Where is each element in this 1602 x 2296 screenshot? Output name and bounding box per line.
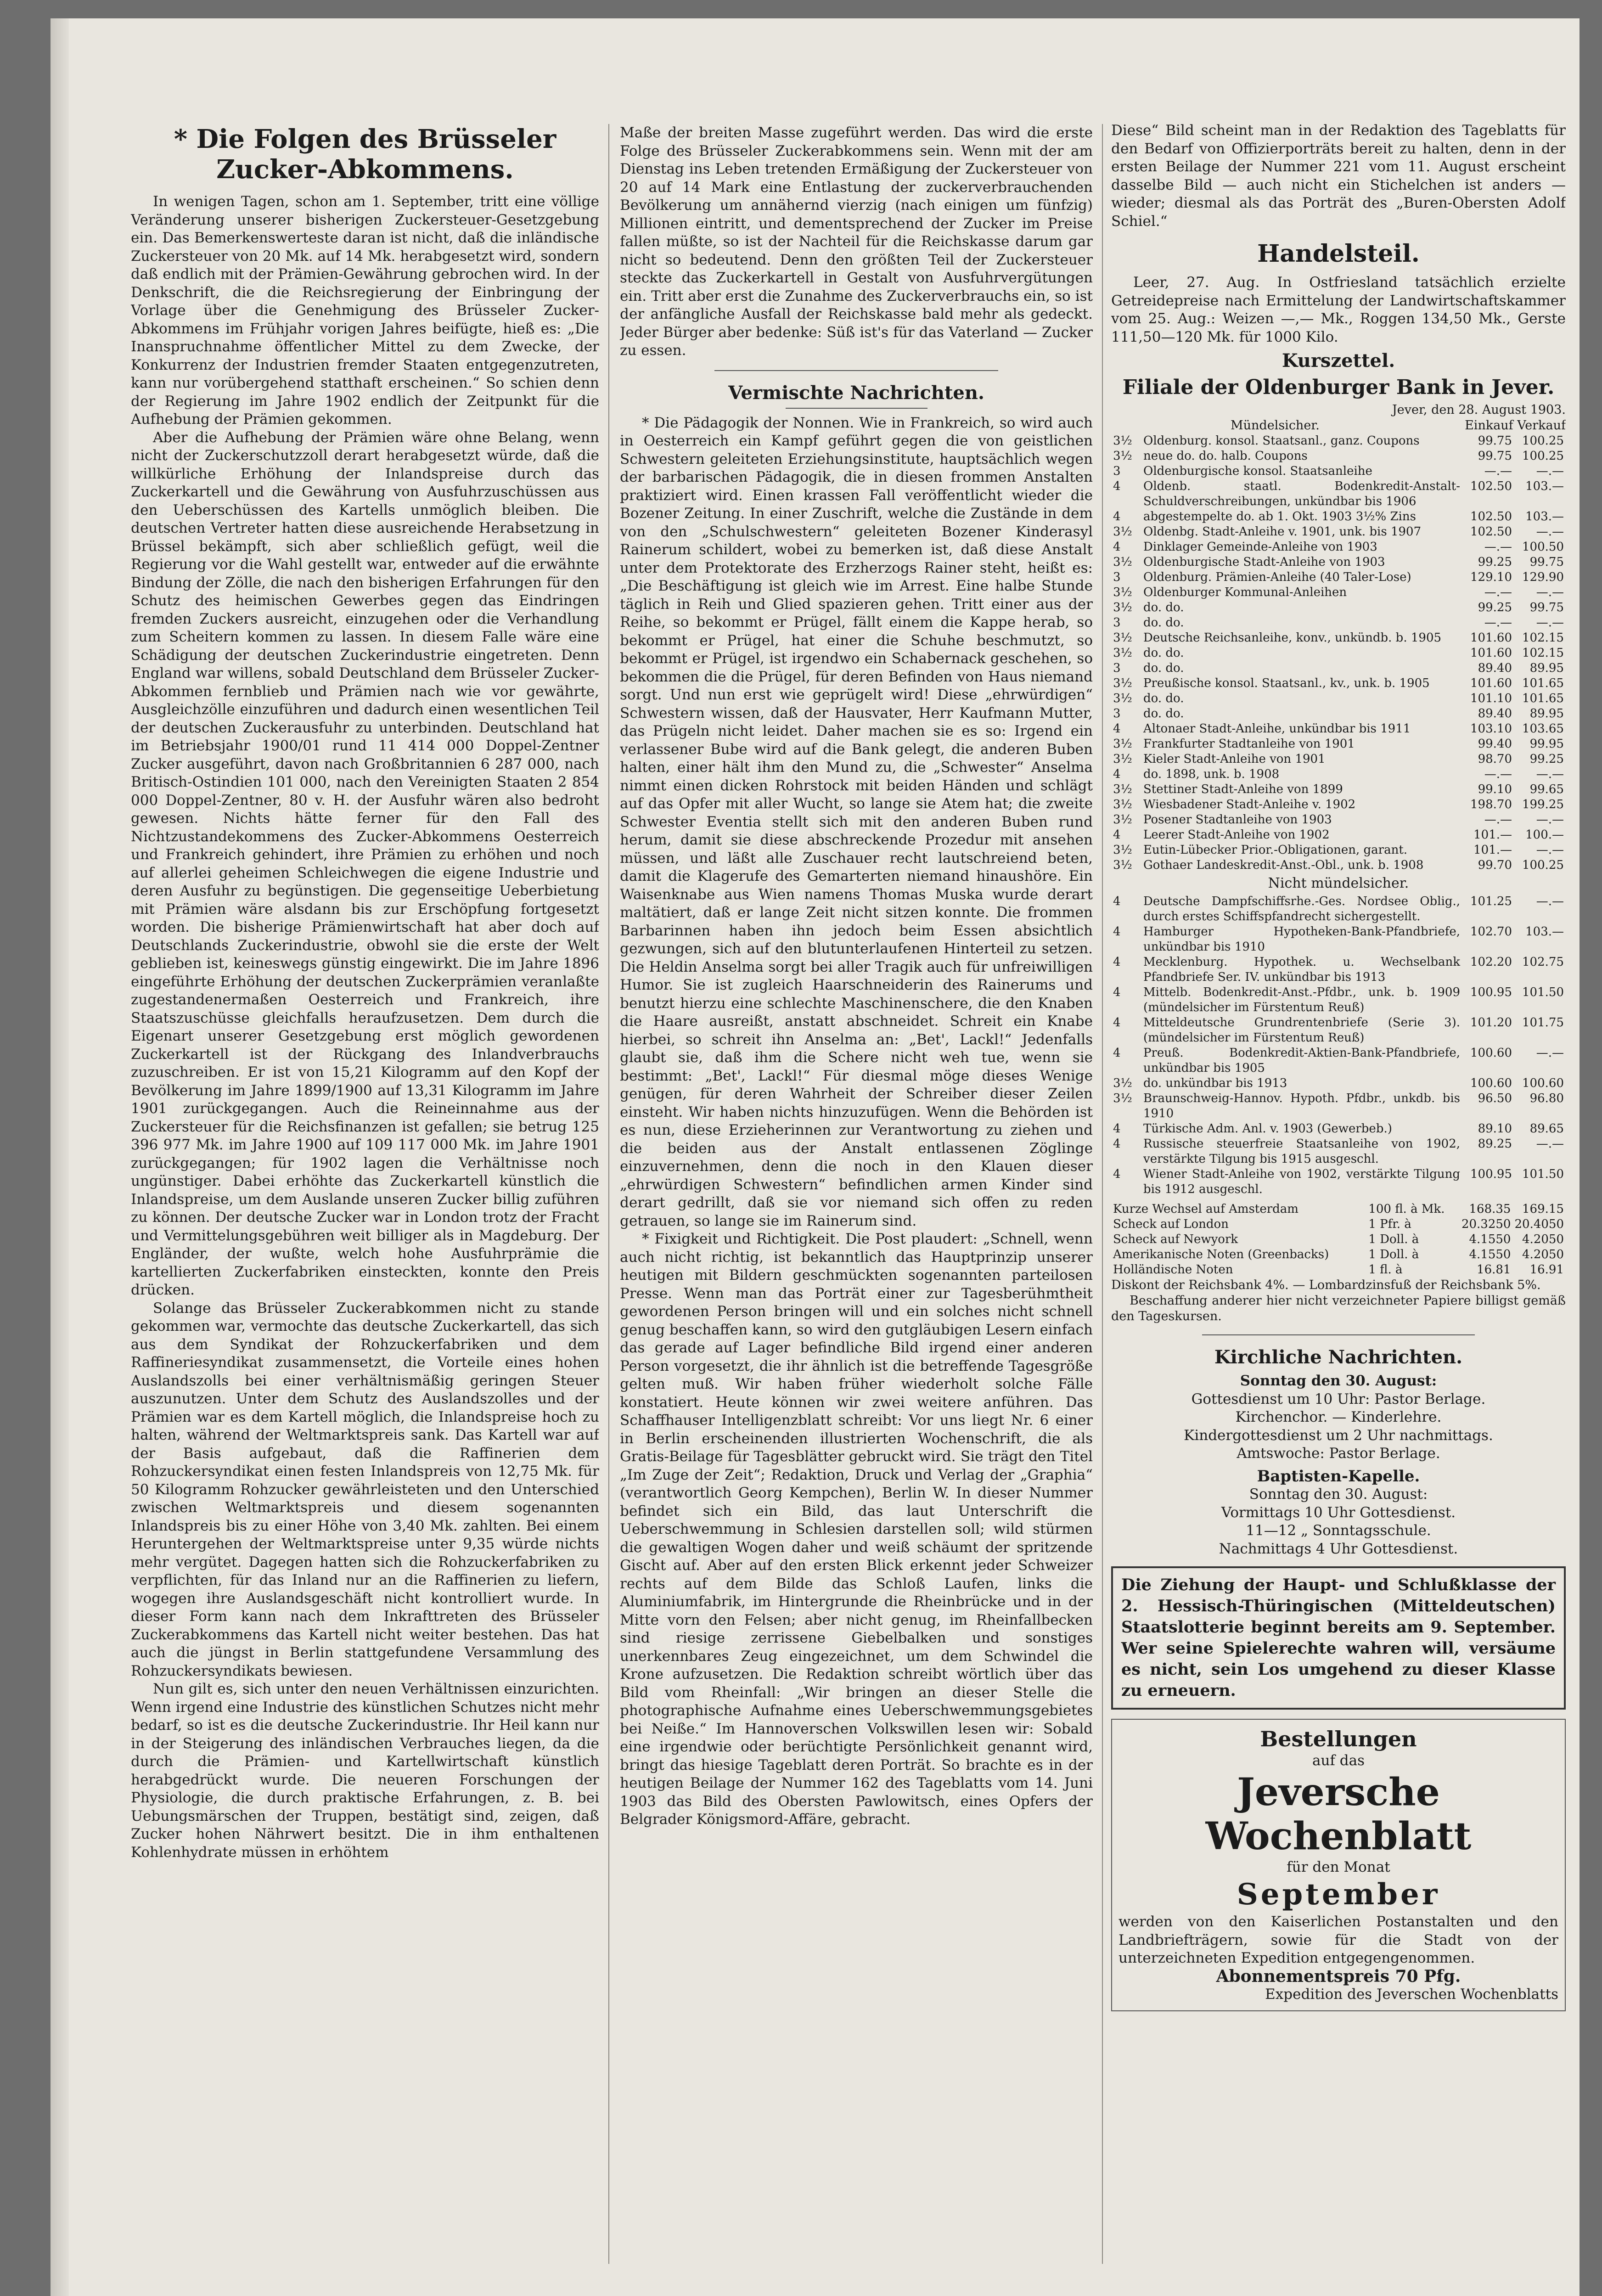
- kurs-row: [1111, 767, 1566, 782]
- kurs-buy: 89.40: [1478, 661, 1512, 675]
- wechsel-unit: 100 fl. à Mk.: [1368, 1202, 1445, 1216]
- wechsel-name: Amerikanische Noten (Greenbacks): [1113, 1248, 1329, 1261]
- article-paragraph: Aber die Aufhebung der Prämien wäre ohne Belang, wenn nicht der Zuckerschutzzoll derart herabgesetzt würde, daß die willkürliche Erhöhung der Inlandspreise durch das Zuckerkartell und die Gewährung von Ausfuhrzuschüssen aus den Ueberschüssen des Kartells unmöglich bleiben. Die deutschen Vertreter hatten diese ausreichende Herabsetzung in Brüssel bekämpft, sich aber schließlich gefügt, weil die Regierung vor die Wahl gestellt war, entweder auf die erwähnte Bindung der Zölle, die nach den bisherigen Erfahrungen für den Schutz des heimischen Gewerbes gegen das Eindringen fremden Zuckers ausreicht, einzugehen oder die Verhandlung zum Scheitern kommen zu lassen. In diesem Falle wäre eine Schädigung der deutschen Zuckerindustrie eingetreten. Denn England war willens, sobald Deutschland dem Brüsseler Zucker-Abkommen fernblieb und Prämien nach wie vor gewährte, Ausgleichzölle einzuführen und dadurch einen wesentlichen Teil der deutschen Zuckerausfuhr zu unterbinden. Deutschland hat im Betriebsjahr 1900/01 rund 11 414 000 Doppel-Zentner Zucker ausgeführt, davon nach Großbritannien 6 287 000, nach Britisch-Ostindien 101 000, nach den Vereinigten Staaten 2 854 000 Doppel-Zentner, 80 v. H. der Ausfuhr wären also bedroht gewesen. Nichts hätte ferner für den Fall des Nichtzustandekommens des Zucker-Abkommens Oesterreich und Frankreich gehindert, ihre Prämien zu erhöhen und noch auf allerlei geheimen Schleichwegen die eigene Industrie und deren Ausfuhr zu begünstigen. Die gegenseitige Ueberbietung mit Prämien wäre alsdann bis zur Erschöpfung fortgesetzt worden. Die bisherige Prämienwirtschaft hat aber doch auf Deutschlands Zuckerindustrie, obwohl sie die erste der Welt geblieben ist, keineswegs günstig eingewirkt. Die im Jahre 1896 eingeführte Erhöhung der deutschen Zuckerprämien veranlaßte zugestandenermaßen Oesterreich und Frankreich, ihre Staatszuschüsse gleichfalls heraufzusetzen. Dem durch die Eigenart unserer Gesetzgebung erst möglich gewordenen Zuckerkartell ist der Rückgang des Inlandverbrauchs zuzuschreiben. Er ist von 15,21 Kilogramm auf den Kopf der Bevölkerung im Jahre 1899/1900 auf 13,31 Kilogramm im Jahre 1901 zurückgegangen. Auch die Reineinnahme aus der Zuckersteuer für die Reichsfinanzen ist gefallen; sie betrug 125 396 977 Mk. im Jahre 1900 auf 109 117 000 Mk. im Jahre 1901 zurückgegangen; für 1902 lagen die Verhältnisse noch ungünstiger. Dabei erhöhte das Zuckerkartell künstlich die Inlandspreise, um dem Auslande unseren Zucker billig zuführen zu können. Der deutsche Zucker war in London trotz der Fracht und Vermittelungsgebühren weit billiger als in Magdeburg. Der Engländer, der wußte, welch hohe Ausfuhrprämie die kartellierten Zuckerfabriken einsteckten, konnte den Preis drücken.: [131, 429, 599, 1298]
- kurs-sell: —.—: [1536, 813, 1564, 827]
- kurs-buy: 98.70: [1478, 752, 1512, 766]
- kurs-sell: 103.—: [1525, 510, 1564, 523]
- kurs-sell: 99.75: [1529, 555, 1564, 569]
- kurs-sell: —.—: [1536, 895, 1564, 908]
- wechsel-name: Kurze Wechsel auf Amsterdam: [1113, 1202, 1298, 1216]
- kurs-name: Oldenb. staatl. Bodenkredit-Anstalt-Schuldverschreibungen, unkündbar bis 1906: [1143, 479, 1460, 508]
- kurs-row: [1111, 464, 1566, 479]
- kurs-name: do. do.: [1143, 646, 1184, 660]
- kurs-rate: 4: [1113, 1167, 1121, 1181]
- column-divider: [1102, 124, 1103, 2264]
- kurs-row: [1111, 449, 1566, 464]
- ad-month: September: [1237, 1877, 1440, 1912]
- kurs-name: Posener Stadtanleihe von 1903: [1143, 813, 1332, 827]
- wechsel-buy: 168.35: [1469, 1202, 1511, 1216]
- wechsel-sell: 4.2050: [1522, 1232, 1564, 1246]
- kurs-rate: 3½: [1113, 843, 1132, 857]
- kurs-name: Gothaer Landeskredit-Anst.-Obl., unk. b. 1908: [1143, 858, 1424, 872]
- wechsel-row: [1111, 1202, 1566, 1217]
- page-binding-edge: [51, 18, 69, 2296]
- kurs-name: Türkische Adm. Anl. v. 1903 (Gewerbeb.): [1143, 1122, 1392, 1136]
- article-title-zucker: * Die Folgen des Brüsseler Zucker-Abkommens.: [174, 124, 556, 185]
- kurs-buy: 102.70: [1470, 925, 1512, 939]
- kurs-name: do. 1898, unk. b. 1908: [1143, 767, 1280, 781]
- kurs-sell: 100.25: [1522, 434, 1564, 448]
- kurs-rate: 4: [1113, 1122, 1121, 1136]
- article-fixigkeit: * Fixigkeit und Richtigkeit. Die Post plaudert: „Schnell, wenn auch nicht richtig, ist bekanntlich das Hauptprinzip unserer heutigen mit Bildern geschmückten sogenannten parteilosen Presse. Wenn man das Porträt einer zur Tagesberühmtheit gewordenen Person bringen will und ein solches nicht schnell genug beschaffen kann, so wird den gutgläubigen Lesern einfach das gerade auf Lager befindliche Bild irgend einer anderen Person vorgesetzt, die ihr ähnlich ist die betreffende Tagesgröße gelten muß. Wir haben früher wiederholt solche Fälle konstatiert. Heute können wir zwei weitere anführen. Das Schaffhauser Intelligenzblatt schreibt: Vor uns liegt Nr. 6 einer in Berlin erscheinenden illustrierten Wochenschrift, die als Gratis-Beilage für Tagesblätter gebruckt wird. Sie trägt den Titel „Im Zuge der Zeit“; Redaktion, Druck und Verlag der „Graphia“ (verantwortlich Georg Kempchen), Berlin W. In dieser Nummer befindet sich ein Bild, das laut Unterschrift die Ueberschwemmung in Schlesien darstellen soll; wild stürmen die gewaltigen Wogen daher und weiß schäumt der spritzende Gischt auf. Aber auf den ersten Blick erkennt jeder Schweizer rechts auf dem Bilde das Schloß Laufen, links die Aluminiumfabrik, im Hintergrunde die Rheinbrücke und in der Mitte vorn den Felsen; aber nicht genug, im Rheinfallbecken sind riesige zerrissene Giebelbalken und sonstiges unerkennbares Zeug eingezeichnet, um dem Schwindel die Krone aufzusetzen. Die Redaktion schreibt wörtlich über das Bild vom Rheinfall: „Wir bringen an dieser Stelle die photographische Aufnahme eines Ueberschwemmungsgebietes bei Neiße.“ Im Hannoverschen Volkswillen lesen wir: Sobald eine irgendwie oder berüchtigte Persönlichkeit genannt wird, bringt das hiesige Tageblatt deren Porträt. So brachte es in der heutigen Beilage der Nummer 162 des Tageblatts vom 14. Juni 1903 das Bild des Obersten Pawlowitsch, eines Opfers der Belgrader Königsmord-Affäre, gebracht.: [620, 1231, 1093, 1828]
- article-paragraph: In wenigen Tagen, schon am 1. September, tritt eine völlige Veränderung unserer bisherigen Zuckersteuer-Gesetzgebung ein. Das Bemerkenswerteste daran ist nicht, daß die inländische Zuckersteuer von 20 Mk. auf 14 Mk. herabgesetzt wird, sondern daß endlich mit der Prämien-Gewährung gebrochen wird. In der Denkschrift, die die Reichsregierung der Einbringung der Vorlage über die Genehmigung des Brüsseler Zucker-Abkommens im Frühjahr vorigen Jahres beifügte, hieß es: „Die Inanspruchnahme öffentlicher Mittel zu dem Zwecke, der Konkurrenz der Industrien fremder Staaten entgegenzutreten, kann nur vorübergehend statthaft erscheinen.“ So schien denn der Regierung im Jahre 1902 endlich der Zeitpunkt für die Aufhebung der Prämien gekommen.: [131, 193, 599, 428]
- kurs-row: [1111, 924, 1566, 955]
- kurs-rate: 3½: [1113, 1092, 1132, 1105]
- column-3: [1111, 122, 1566, 2289]
- wechsel-buy: 16.81: [1477, 1263, 1511, 1277]
- kurs-row: [1111, 433, 1566, 449]
- kurszettel-subtitle: Filiale der Oldenburger Bank in Jever.: [1122, 376, 1555, 399]
- kurs-buy: 99.25: [1478, 601, 1512, 614]
- kurs-rate: 4: [1113, 1046, 1121, 1060]
- wechsel-name: Scheck auf Newyork: [1113, 1232, 1238, 1246]
- kurs-rate: 3: [1113, 570, 1121, 584]
- kurs-name: Deutsche Reichsanleihe, konv., unkündb. b. 1905: [1143, 631, 1442, 645]
- kurs-row: [1111, 858, 1566, 873]
- kurs-row: [1111, 676, 1566, 691]
- wechsel-buy: 4.1550: [1469, 1248, 1511, 1261]
- kurs-buy: 89.25: [1478, 1137, 1512, 1151]
- wechsel-row: [1111, 1232, 1566, 1247]
- kurs-sell: —.—: [1536, 585, 1564, 599]
- kurs-name: Oldenbg. Stadt-Anleihe v. 1901, unk. bis 1907: [1143, 525, 1422, 539]
- kurs-row: [1111, 737, 1566, 752]
- kurs-buy: 100.95: [1470, 985, 1512, 999]
- ad-price: Abonnementspreis 70 Pfg.: [1216, 1966, 1461, 1986]
- kurs-buy: 99.10: [1478, 782, 1512, 796]
- kurs-row: [1111, 600, 1566, 615]
- kurs-name: Mittelb. Bodenkredit-Anst.-Pfdbr., unk. b. 1909 (mündelsicher im Fürstentum Reuß): [1143, 985, 1460, 1014]
- kurs-row: [1111, 555, 1566, 570]
- kurs-name: Oldenburgische Stadt-Anleihe von 1903: [1143, 555, 1385, 569]
- kurs-buy: 101.60: [1470, 646, 1512, 660]
- kurs-buy: 198.70: [1470, 798, 1512, 811]
- baptist-line: 11—12 „ Sonntagsschule.: [1246, 1522, 1431, 1539]
- kurs-rate: 3½: [1113, 434, 1132, 448]
- kurs-row: [1111, 509, 1566, 524]
- kurs-row: [1111, 1046, 1566, 1076]
- wechsel-sell: 16.91: [1529, 1263, 1564, 1277]
- kurs-name: Frankfurter Stadtanleihe von 1901: [1143, 737, 1355, 751]
- ad-text: werden von den Kaiserlichen Postanstalten und den Landbriefträgern, sowie für die Stadt von der unterzeichneten Expedition entgegengenommen.: [1119, 1913, 1558, 1966]
- kurs-name: Oldenburgische konsol. Staatsanleihe: [1143, 464, 1372, 478]
- kurs-rate: 3: [1113, 464, 1121, 478]
- kurs-rate: 3½: [1113, 782, 1132, 796]
- kurs-buy: 101.—: [1473, 828, 1512, 842]
- kurs-rate: 3½: [1113, 525, 1132, 539]
- kirche-line: Amtswoche: Pastor Berlage.: [1237, 1445, 1440, 1462]
- kurs-name: Russische steuerfreie Staatsanleihe von 1902, verstärkte Tilgung bis 1915 ausgeschl.: [1143, 1137, 1460, 1166]
- kurs-row: [1111, 585, 1566, 600]
- kurs-row: [1111, 843, 1566, 858]
- kurs-sell: 96.80: [1529, 1092, 1564, 1105]
- kirche-line: Kindergottesdienst um 2 Uhr nachmittags.: [1184, 1427, 1493, 1444]
- ad-month-label: für den Monat: [1287, 1858, 1390, 1875]
- column-2: [620, 124, 1093, 2291]
- kurs-rate: 3½: [1113, 1076, 1132, 1090]
- article-continuation: Diese“ Bild scheint man in der Redaktion des Tageblatts für den Bedarf von Offizierporträts bereit zu halten, denn in der ersten Beilage der Nummer 221 vom 11. August erscheint dasselbe Bild — auch nicht ein Stichelchen ist anders — wieder; diesmal als das Porträt des „Buren-Obersten Adolf Schiel.“: [1111, 122, 1566, 230]
- kurs-row: [1111, 630, 1566, 646]
- kurs-name: do. unkündbar bis 1913: [1143, 1076, 1287, 1090]
- kurs-header-left: Mündelsicher.: [1231, 418, 1320, 433]
- wechsel-name: Scheck auf London: [1113, 1217, 1229, 1231]
- kurs-header-right: Einkauf Verkauf: [1465, 418, 1566, 433]
- diskont-note: Diskont der Reichsbank 4%. — Lombardzinsfuß der Reichsbank 5%.: [1111, 1278, 1541, 1292]
- kurs-name: Preuß. Bodenkredit-Aktien-Bank-Pfandbriefe, unkündbar bis 1905: [1143, 1046, 1460, 1075]
- kurs-buy: 101.60: [1470, 676, 1512, 690]
- kurs-buy: 89.40: [1478, 707, 1512, 720]
- kurs-rate: 4: [1113, 540, 1121, 554]
- kurs-sell: —.—: [1536, 843, 1564, 857]
- kurs-sell: 89.95: [1529, 707, 1564, 720]
- kurs-buy: 99.75: [1478, 449, 1512, 463]
- kurs-name: Braunschweig-Hannov. Hypoth. Pfdbr., unkdb. bis 1910: [1143, 1092, 1460, 1120]
- kurs-buy: —.—: [1484, 616, 1512, 630]
- kurs-name: do. do.: [1143, 707, 1184, 720]
- kurs-sell: 101.50: [1522, 1167, 1564, 1181]
- kurs-sell: 89.95: [1529, 661, 1564, 675]
- kurs-sell: 100.—: [1525, 828, 1564, 842]
- kurs-sell: 129.90: [1522, 570, 1564, 584]
- kirche-sunday: Sonntag den 30. August:: [1240, 1373, 1437, 1389]
- ad-newspaper-title: Jeversche Wochenblatt: [1205, 1770, 1472, 1858]
- wechsel-row: [1111, 1217, 1566, 1232]
- kurs-row: [1111, 955, 1566, 985]
- kurs-name: Wiesbadener Stadt-Anleihe v. 1902: [1143, 798, 1356, 811]
- kurs-name: Kieler Stadt-Anleihe von 1901: [1143, 752, 1326, 766]
- kurs-row: [1111, 1121, 1566, 1137]
- kurs-rate: 3½: [1113, 737, 1132, 751]
- kurs-rate: 3½: [1113, 858, 1132, 872]
- kurs-table-muendelsicher: [1111, 433, 1566, 873]
- kurs-row: [1111, 894, 1566, 924]
- kurs-buy: 102.50: [1470, 525, 1512, 539]
- beschaffung-note: Beschaffung anderer hier nicht verzeichneter Papiere billigst gemäß den Tageskursen.: [1111, 1294, 1566, 1323]
- kirche-line: Gottesdienst um 10 Uhr: Pastor Berlage.: [1191, 1390, 1486, 1407]
- kurs-name: Altonaer Stadt-Anleihe, unkündbar bis 1911: [1143, 722, 1411, 736]
- kurs-buy: 101.—: [1473, 843, 1512, 857]
- baptist-line: Sonntag den 30. August:: [1249, 1486, 1428, 1503]
- wechsel-buy: 4.1550: [1469, 1232, 1511, 1246]
- section-separator: [714, 370, 998, 371]
- wechsel-sell: 169.15: [1522, 1202, 1564, 1216]
- kurs-name: Preußische konsol. Staatsanl., kv., unk. b. 1905: [1143, 676, 1430, 690]
- baptist-line: Nachmittags 4 Uhr Gottesdienst.: [1219, 1540, 1458, 1557]
- kurs-name: abgestempelte do. ab 1. Okt. 1903 3½% Zins: [1143, 510, 1416, 523]
- article-paragraph: Solange das Brüsseler Zuckerabkommen nicht zu stande gekommen war, vermochte das deutsche Zuckerkartell, das sich aus dem Syndikat der Rohzuckerfabriken und dem Raffineriesyndikat zusammensetzt, die Vorteile eines hohen Auslandszolls bei einer verhältnismäßig geringen Steuer auszunutzen. Unter dem Schutz des Auslandszolles und der Prämien war es dem Kartell möglich, die Inlandspreise hoch zu halten, während der Weltmarktspreis sank. Das Kartell war auf der Basis aufgebaut, daß die Raffinerien dem Rohzuckersyndikat einen festen Inlandspreis von 12,75 Mk. für 50 Kilogramm Rohzucker gewährleisteten und den Unterschied zwischen Weltmarktspreis und diesem sogenannten Inlandspreis bis zu einer Höhe von 3,40 Mk. zahlten. Bei einem Heruntergehen der Weltmarktspreise unter 9,35 würde nichts mehr vergütet. Dagegen hatten sich die Rohzuckerfabriken zu verpflichten, für das Inland nur an die Raffinerien zu liefern, wogegen ihre Auslandsgeschäft nicht kontrolliert wurde. In dieser Form kann nach dem Inkrafttreten des Brüsseler Zuckerabkommens das Kartell nicht weiter bestehen. Das hat auch die jüngst in Berlin stattgefundene Versammlung des Rohzuckersyndikats bewiesen.: [131, 1300, 599, 1679]
- kurs-name: Oldenburger Kommunal-Anleihen: [1143, 585, 1347, 599]
- wechsel-table: [1111, 1202, 1566, 1277]
- kurs-rate: 3: [1113, 707, 1121, 720]
- kurs-rate: 4: [1113, 985, 1121, 999]
- kurs-buy: 101.60: [1470, 631, 1512, 645]
- kurs-rate: 3½: [1113, 555, 1132, 569]
- kurs-sell: 99.75: [1529, 601, 1564, 614]
- section-title-vermischte: Vermischte Nachrichten.: [728, 382, 984, 404]
- ad-subheading: auf das: [1312, 1752, 1365, 1769]
- kurs-row: [1111, 540, 1566, 555]
- kurs-name: do. do.: [1143, 661, 1184, 675]
- kurs-sell: 102.75: [1522, 955, 1564, 969]
- kurs-row: [1111, 570, 1566, 585]
- wechsel-name: Holländische Noten: [1113, 1263, 1233, 1277]
- kurs-rate: 4: [1113, 479, 1121, 493]
- kurs-row: [1111, 479, 1566, 509]
- kurs-header-nicht: Nicht mündelsicher.: [1268, 875, 1409, 891]
- kurs-rate: 4: [1113, 1137, 1121, 1151]
- kurs-name: Oldenburg. Prämien-Anleihe (40 Taler-Lose): [1143, 570, 1411, 584]
- kurs-rate: 3½: [1113, 646, 1132, 660]
- kirche-title: Kirchliche Nachrichten.: [1214, 1346, 1463, 1368]
- kurs-table-nicht-muendelsicher: [1111, 894, 1566, 1197]
- kurs-rate: 4: [1113, 1016, 1121, 1030]
- kurs-name: Hamburger Hypotheken-Bank-Pfandbriefe, unkündbar bis 1910: [1143, 925, 1460, 954]
- kurs-rate: 3: [1113, 616, 1121, 630]
- kurs-rate: 3½: [1113, 676, 1132, 690]
- kurs-sell: 101.75: [1522, 1016, 1564, 1030]
- kurs-rate: 3½: [1113, 798, 1132, 811]
- kurs-name: Oldenburg. konsol. Staatsanl., ganz. Coupons: [1143, 434, 1420, 448]
- kurs-sell: 100.60: [1522, 1076, 1564, 1090]
- kurs-row: [1111, 1091, 1566, 1121]
- kurs-row: [1111, 615, 1566, 630]
- kurs-sell: 103.—: [1525, 479, 1564, 493]
- kurs-row: [1111, 706, 1566, 721]
- wechsel-unit: 1 Doll. à: [1368, 1232, 1419, 1246]
- wechsel-unit: 1 fl. à: [1368, 1263, 1403, 1277]
- article-paragraph: Nun gilt es, sich unter den neuen Verhältnissen einzurichten. Wenn irgend eine Industrie des künstlichen Schutzes nicht mehr bedarf, so ist es die deutsche Zuckerindustrie. Ihr Heil kann nur in der Steigerung des inländischen Verbrauches liegen, da die durch die Prämien- und Kartellwirtschaft künstlich herabgedrückt wurde. Die neueren Forschungen der Physiologie, die durch praktische Erfahrungen, z. B. bei Uebungsmärschen der Truppen, bestätigt sind, zeigen, daß Zucker hohen Nährwert besitzt. Die in ihm enthaltenen Kohlenhydrate müssen in erhöhtem: [131, 1681, 599, 1861]
- kurs-name: do. do.: [1143, 692, 1184, 705]
- wechsel-row: [1111, 1262, 1566, 1277]
- kurs-sell: 100.25: [1522, 449, 1564, 463]
- kurs-row: [1111, 782, 1566, 797]
- kurs-buy: 99.75: [1478, 434, 1512, 448]
- kurs-buy: 99.70: [1478, 858, 1512, 872]
- kurs-sell: —.—: [1536, 616, 1564, 630]
- kurs-buy: 100.95: [1470, 1167, 1512, 1181]
- kurs-sell: 100.50: [1522, 540, 1564, 554]
- kurs-sell: 101.50: [1522, 985, 1564, 999]
- column-divider: [608, 124, 609, 2264]
- kurs-rate: 3½: [1113, 585, 1132, 599]
- wechsel-sell: 20.4050: [1514, 1217, 1564, 1231]
- kurs-name: neue do. do. halb. Coupons: [1143, 449, 1308, 463]
- kurs-sell: 99.65: [1529, 782, 1564, 796]
- wechsel-unit: 1 Pfr. à: [1368, 1217, 1411, 1231]
- kurs-name: do. do.: [1143, 601, 1184, 614]
- kurs-row: [1111, 797, 1566, 812]
- kurs-buy: 102.50: [1470, 479, 1512, 493]
- kurs-name: Mitteldeutsche Grundrentenbriefe (Serie 3). (mündelsicher im Fürstentum Reuß): [1143, 1016, 1460, 1045]
- kurs-name: Wiener Stadt-Anleihe von 1902, verstärkte Tilgung bis 1912 ausgeschl.: [1143, 1167, 1460, 1196]
- kurs-sell: 102.15: [1522, 646, 1564, 660]
- kurs-buy: 100.60: [1470, 1046, 1512, 1060]
- kurs-sell: —.—: [1536, 1046, 1564, 1060]
- kurs-rate: 4: [1113, 955, 1121, 969]
- newspaper-page: [51, 18, 1580, 2296]
- section-separator: [1202, 1334, 1475, 1335]
- kurs-sell: —.—: [1536, 464, 1564, 478]
- kurs-rate: 3½: [1113, 601, 1132, 614]
- kurs-buy: —.—: [1484, 585, 1512, 599]
- kurs-name: Mecklenburg. Hypothek. u. Wechselbank Pfandbriefe Ser. IV. unkündbar bis 1913: [1143, 955, 1460, 984]
- kurs-row: [1111, 827, 1566, 843]
- kurs-name: do. do.: [1143, 616, 1184, 630]
- kurs-sell: 199.25: [1522, 798, 1564, 811]
- ad-heading: Bestellungen: [1260, 1727, 1417, 1751]
- handelsteil-text: Leer, 27. Aug. In Ostfriesland tatsächlich erzielte Getreidepreise nach Ermittelung der Landwirtschaftskammer vom 25. Aug.: Weizen —,— Mk., Roggen 134,50 Mk., Gerste 111,50—120 Mk. für 1000 Kilo.: [1111, 274, 1566, 345]
- kurs-rate: 3½: [1113, 813, 1132, 827]
- kurs-buy: 102.20: [1470, 955, 1512, 969]
- kurs-buy: 96.50: [1478, 1092, 1512, 1105]
- kurs-rate: 3½: [1113, 631, 1132, 645]
- article-paedagogik: * Die Pädagogik der Nonnen. Wie in Frankreich, so wird auch in Oesterreich ein Kampf geführt gegen die von geistlichen Schwestern geleiteten Erziehungsinstitute, hauptsächlich wegen der barbarischen Pädagogik, die in diesen frommen Anstalten praktiziert wird. Einen krassen Fall veröffentlicht wieder die Bozener Zeitung. In einer Zuschrift, welche die Zustände in dem von den „Schulschwestern“ geleiteten Bozener Kinderasyl Rainerum schildert, wobei zu bemerken ist, daß diese Anstalt unter dem Protektorate des Erzherzogs Rainer steht, heißt es: „Die Beschäftigung ist gleich wie im Arrest. Eine halbe Stunde täglich in Reih und Glied spazieren gehen. Tritt einer aus der Reihe, so bekommt er Prügel, fällt einem die Kappe herab, so bekommt er Prügel, hat einer die Schuhe beschmutzt, so bekommt er Prügel, ist irgendwo ein Schabernack geschehen, so bekommen die die Prügel, für deren Befinden von Haus niemand sorgt. Und nun erst wie geprügelt wird! Diese „ehrwürdigen“ Schwestern wissen, daß der Hausvater, Herr Kaufmann Mutter, das Prügeln nicht leidet. Daher machen sie es so: Irgend ein verlassener Bube wird auf die Bank gelegt, die anderen Buben halten, einer hält ihm den Mund zu, die „Schwester“ Anselma nimmt einen dicken Rohrstock mit beiden Händen und schlägt auf das Opfer mit aller Wucht, so lange sie Atem hat; die zweite Schwester Eventia stellt sich mit den anderen Buben rund herum, damit sie diese abschreckende Prozedur mit ansehen müssen, und läßt alle Zuschauer recht lautschreiend beten, damit die Klagerufe des Gemarterten niemand hinaushöre. Ein Waisenknabe aus Wien namens Thomas Muska wurde derart maltätiert, daß er lange Zeit nicht sitzen konnte. Die frommen Barbarinnen haben ihn jedoch beim Essen absichtlich gezwungen, sich auf den blutunterlaufenen Hinterteil zu setzen. Die Heldin Anselma sorgt bei aller Tragik auch für unfreiwilligen Humor. Sie ist zugleich Haarschneiderin des Rainerums und benutzt hierzu eine schlechte Maschinenschere, die den Knaben die Haare ausreißt, anstatt abschneidet. Schreit ein Knabe hierbei, so schreit ihn Anselma an: „Bet', Lackl!“ Jedenfalls glaubt sie, daß ihm die Schere nicht weh tue, wenn sie bestimmt: „Bet', Lackl!“ Für diesmal möge dieses Wenige genügen, für deren Wahrheit der Schreiber dieser Zeilen einsteht. Wir haben nichts hinzuzufügen. Wenn die Behörden ist es nun, diese Erzieherinnen zur Verantwortung zu ziehen und die beiden aus der Anstalt entlassenen Zöglinge einzuvernehmen, denn die noch in den Klauen dieser „ehrwürdigen Schwestern“ befindlichen armen Kinder sind derart gedrillt, daß sie vor niemand sich offen zu reden getrauen, so lange sie im Rainerum sind.: [620, 414, 1093, 1229]
- kurs-name: Leerer Stadt-Anleihe von 1902: [1143, 828, 1330, 842]
- lotterie-notice: Die Ziehung der Haupt- und Schlußklasse der 2. Hessisch-Thüringischen (Mitteldeutschen) Staatslotterie beginnt bereits am 9. September. Wer seine Spielerechte wahren will, versäume es nicht, sein Los umgehend zu dieser Klasse zu erneuern.: [1111, 1566, 1566, 1710]
- kurs-buy: 99.25: [1478, 555, 1512, 569]
- baptist-title: Baptisten-Kapelle.: [1257, 1467, 1420, 1486]
- kurs-name: Dinklager Gemeinde-Anleihe von 1903: [1143, 540, 1377, 554]
- kurs-sell: 99.95: [1529, 737, 1564, 751]
- kurs-buy: 100.60: [1470, 1076, 1512, 1090]
- kurs-rate: 4: [1113, 510, 1121, 523]
- kurs-buy: 89.10: [1478, 1122, 1512, 1136]
- kurs-sell: 101.65: [1522, 692, 1564, 705]
- ad-footer: Expedition des Jeverschen Wochenblatts: [1265, 1986, 1558, 2003]
- kurs-buy: 102.50: [1470, 510, 1512, 523]
- kurs-row: [1111, 691, 1566, 706]
- kurs-buy: —.—: [1484, 464, 1512, 478]
- kurs-buy: 103.10: [1470, 722, 1512, 736]
- kurs-rate: 3½: [1113, 692, 1132, 705]
- kurs-row: [1111, 646, 1566, 661]
- kurs-buy: 129.10: [1470, 570, 1512, 584]
- kurs-sell: 103.65: [1522, 722, 1564, 736]
- kurs-row: [1111, 1076, 1566, 1091]
- wechsel-row: [1111, 1247, 1566, 1262]
- wechsel-sell: 4.2050: [1522, 1248, 1564, 1261]
- kurs-sell: 100.25: [1522, 858, 1564, 872]
- kurs-buy: 101.10: [1470, 692, 1512, 705]
- kurs-name: Eutin-Lübecker Prior.-Obligationen, garant.: [1143, 843, 1408, 857]
- kurs-rate: 4: [1113, 925, 1121, 939]
- kurs-buy: 101.20: [1470, 1016, 1512, 1030]
- kurs-buy: —.—: [1484, 540, 1512, 554]
- section-separator: [786, 408, 927, 409]
- kurs-sell: —.—: [1536, 525, 1564, 539]
- kurs-date: Jever, den 28. August 1903.: [1392, 403, 1566, 417]
- kurs-sell: 102.15: [1522, 631, 1564, 645]
- kurs-row: [1111, 721, 1566, 737]
- subscription-ad: [1111, 1719, 1566, 2011]
- kurs-rate: 4: [1113, 895, 1121, 908]
- kurs-row: [1111, 524, 1566, 540]
- baptist-line: Vormittags 10 Uhr Gottesdienst.: [1221, 1504, 1456, 1521]
- kurs-row: [1111, 812, 1566, 827]
- kurs-rate: 3: [1113, 661, 1121, 675]
- kurs-row: [1111, 1015, 1566, 1046]
- kurs-row: [1111, 985, 1566, 1015]
- kurs-row: [1111, 1167, 1566, 1197]
- section-title-handelsteil: Handelsteil.: [1257, 240, 1420, 268]
- column-1: [131, 124, 599, 2291]
- kurs-row: [1111, 661, 1566, 676]
- kurs-buy: —.—: [1484, 813, 1512, 827]
- kurs-sell: —.—: [1536, 767, 1564, 781]
- kurs-row: [1111, 1137, 1566, 1167]
- kurs-sell: 103.—: [1525, 925, 1564, 939]
- wechsel-buy: 20.3250: [1461, 1217, 1511, 1231]
- wechsel-unit: 1 Doll. à: [1368, 1248, 1419, 1261]
- kurs-name: Stettiner Stadt-Anleihe von 1899: [1143, 782, 1343, 796]
- kurs-name: Deutsche Dampfschiffsrhe.-Ges. Nordsee Oblig., durch erstes Schiffspfandrecht sichergestellt.: [1143, 895, 1460, 923]
- kurs-buy: —.—: [1484, 767, 1512, 781]
- kurs-rate: 3½: [1113, 752, 1132, 766]
- kirche-line: Kirchenchor. — Kinderlehre.: [1235, 1409, 1442, 1425]
- kurs-buy: 99.40: [1478, 737, 1512, 751]
- kurs-rate: 4: [1113, 722, 1121, 736]
- kurs-buy: 101.25: [1470, 895, 1512, 908]
- kurs-sell: 101.65: [1522, 676, 1564, 690]
- kurs-sell: —.—: [1536, 1137, 1564, 1151]
- kurs-sell: 89.65: [1529, 1122, 1564, 1136]
- kurs-rate: 4: [1113, 767, 1121, 781]
- article-paragraph: Maße der breiten Masse zugeführt werden. Das wird die erste Folge des Brüsseler Zuckerabkommens sein. Wenn mit der am Dienstag ins Leben tretenden Ermäßigung der Zuckersteuer von 20 auf 14 Mark eine Entlastung der zuckerverbrauchenden Bevölkerung um annähernd vierzig (nach einigen um fünfzig) Millionen eintritt, und dementsprechend der Zucker im Preise fallen müßte, so ist der Nachteil für die Reichskasse darum gar nicht so bedeutend. Denn den größten Teil der Zuckersteuer steckte das Zuckerkartell in Gestalt von Ausfuhrvergütungen ein. Tritt aber erst die Zunahme des Zuckerverbrauchs ein, so ist der anfängliche Ausfall der Reichskasse bald mehr als gedeckt. Jeder Bürger aber bedenke: Süß ist's für das Vaterland — Zucker zu essen.: [620, 124, 1093, 359]
- kurs-sell: 99.25: [1529, 752, 1564, 766]
- kurs-rate: 3½: [1113, 449, 1132, 463]
- kurs-rate: 4: [1113, 828, 1121, 842]
- kurszettel-title: Kurszettel.: [1282, 350, 1395, 371]
- kurs-row: [1111, 752, 1566, 767]
